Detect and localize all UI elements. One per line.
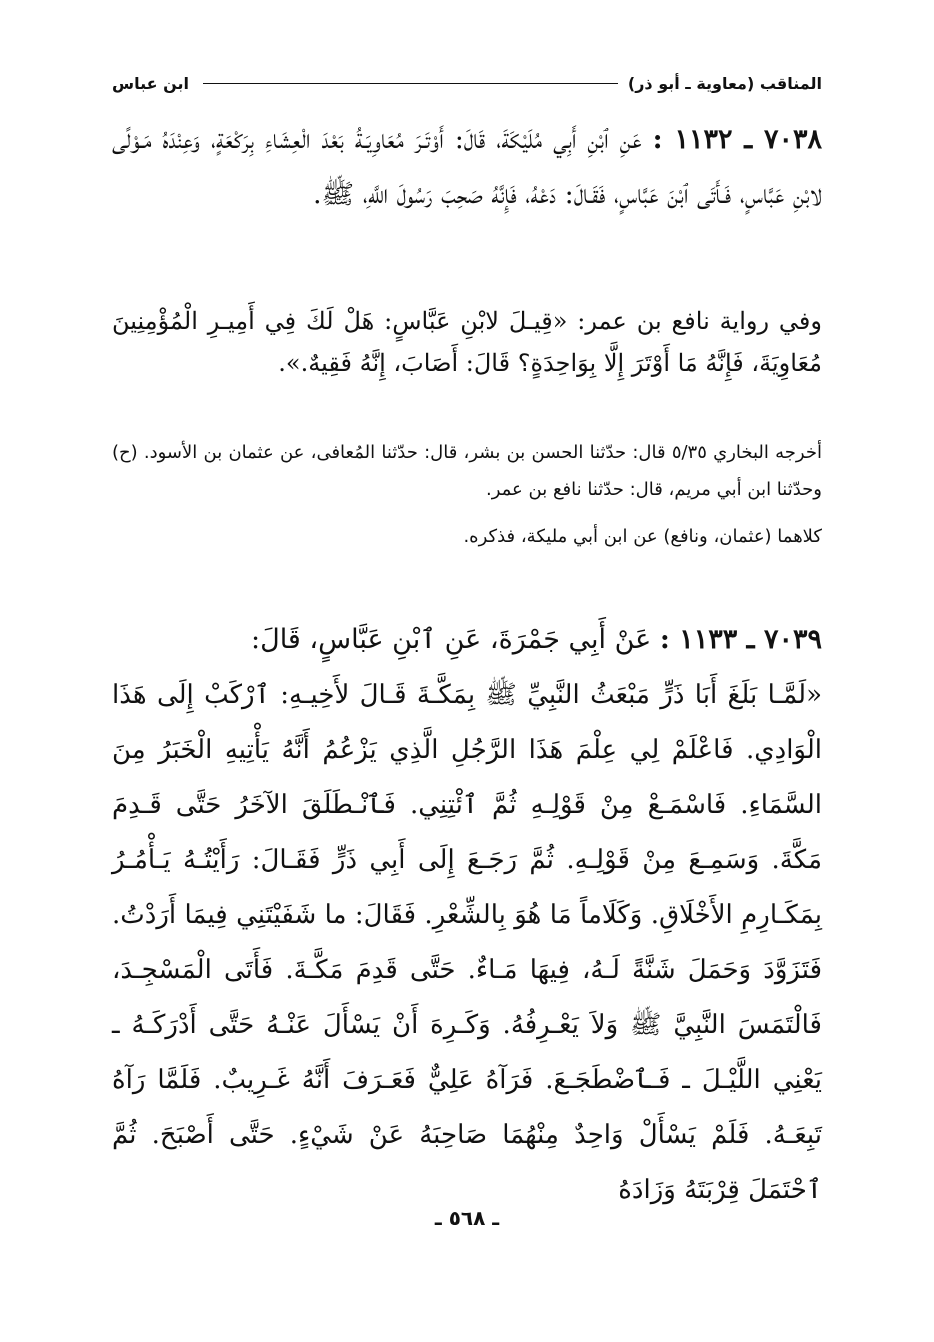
- narration-nafi-text: وفي رواية نافع بن عمر: «قِيـلَ لابْنِ عَبَّاسٍ: هَلْ لَكَ فِي أَمِيـرِ الْمُؤْمِنِينَ مُعَاوِيَةَ، فَإِنَّهُ مَا أَوْتَرَ إِلَّا بِوَاحِدَةٍ؟ قَالَ: أَصَابَ، إِنَّهُ فَقِيهٌ.».: [112, 307, 822, 377]
- takhrij-7038-line-2: كلاهما (عثمان، ونافع) عن ابن أبي مليكة، فذكره.: [463, 526, 822, 547]
- hadith-7038-text: [112, 112, 822, 222]
- running-title: ابن عباس: [112, 73, 190, 93]
- hadith-7038-body: عَنِ ٱبْنِ أَبِي مُلَيْكَةَ، قَالَ: أَوْتَـرَ مُعَاوِيَـةُ بَعْدَ الْعِشَاءِ بِرَكْعَةٍ، وَعِنْدَهُ مَـوْلًى لابْنِ عَبَّاسٍ، فَـأَتَى ٱبْنَ عَبَّاسٍ، فَقَـالَ: دَعْهُ، فَإِنَّهُ صَحِبَ رَسُولَ اللَّهِ، ﷺ.: [112, 124, 822, 210]
- page-header: [112, 70, 822, 96]
- hadith-7039-body: [112, 668, 822, 1218]
- takhrij-7038-line-1: أخرجه البخاري ٥/٣٥ قال: حدّثنا الحسن بن بشر، قال: حدّثنا المُعافى، عن عثمان بن الأسود. (ح) وحدّثنا ابن أبي مريم، قال: حدّثنا نافع بن عمر.: [112, 442, 822, 500]
- hadith-7039-intro-line: [112, 612, 822, 667]
- page-number: ـ ٥٦٨ ـ: [434, 1206, 500, 1230]
- header-rule: [203, 83, 618, 84]
- hadith-7038: [112, 112, 822, 222]
- hadith-7039-text: «لَمَّـا بَلَغَ أَبَا ذَرٍّ مَبْعَثُ النَّبِيِّ ﷺ بِمَكَّـةَ قَـالَ لأَخِيـهِ: ٱرْكَبْ إِلَى هَذَا الْوَادِي. فَاعْلَمْ لِي عِلْمَ هَذَا الرَّجُلِ الَّذِي يَزْعُمُ أَنَّهُ يَأْتِيهِ الْخَبَرُ مِنَ السَّمَاءِ. فَاسْمَـعْ مِنْ قَوْلِـهِ ثُمَّ ٱئْتِنِي. فَٱنْـطَلَقَ الآخَرُ حَتَّى قَـدِمَ مَكَّةَ. وَسَمِـعَ مِنْ قَوْلِـهِ. ثُمَّ رَجَـعَ إِلَى أَبِي ذَرٍّ فَقَـالَ: رَأَيْتُـهُ يَـأْمُـرُ بِمَكَـارِمِ الأَخْلَاقِ. وَكَلَاماً مَا هُوَ بِالشِّعْرِ. فَقَالَ: ما شَفَيْتَنِي فِيمَا أَرَدْتُ. فَتَزَوَّدَ وَحَمَلَ شَنَّةً لَـهُ، فِيهَا مَـاءٌ. حَتَّى قَدِمَ مَكَّـةَ. فَأَتَى الْمَسْجِـدَ، فَالْتَمَسَ النَّبِيَّ ﷺ وَلاَ يَعْـرِفُهُ. وَكَـرِهَ أَنْ يَسْأَلَ عَنْـهُ حَتَّى أَدْرَكَـهُ ـ يَعْنِي اللَّيْـلَ ـ فَـٱضْطَجَـعَ. فَرَآهُ عَلِيٌّ فَعَـرَفَ أَنَّهُ غَـرِيبٌ. فَلَمَّا رَآهُ تَبِعَـهُ. فَلَمْ يَسْأَلْ وَاحِدٌ مِنْهُمَا صَاحِبَهُ عَنْ شَيْءٍ. حَتَّى أَصْبَحَ. ثُمَّ ٱحْتَمَلَ قِرْبَتَهُ وَزَادَهُ: [112, 680, 822, 1205]
- hadith-7038-number: ٧٠٣٨ ـ ١١٣٢ :: [652, 124, 822, 155]
- section-title: المناقب (معاوية ـ أبو ذر): [627, 73, 822, 93]
- takhrij-7038: [112, 434, 822, 555]
- hadith-7039-header: [112, 612, 822, 667]
- hadith-7039-number: ٧٠٣٩ ـ ١١٣٣ :: [659, 624, 822, 655]
- narration-nafi: [112, 300, 822, 384]
- hadith-7039-intro: عَنْ أَبِي جَمْرَةَ، عَنِ ٱبْنِ عَبَّاسٍ، قَالَ:: [250, 624, 652, 655]
